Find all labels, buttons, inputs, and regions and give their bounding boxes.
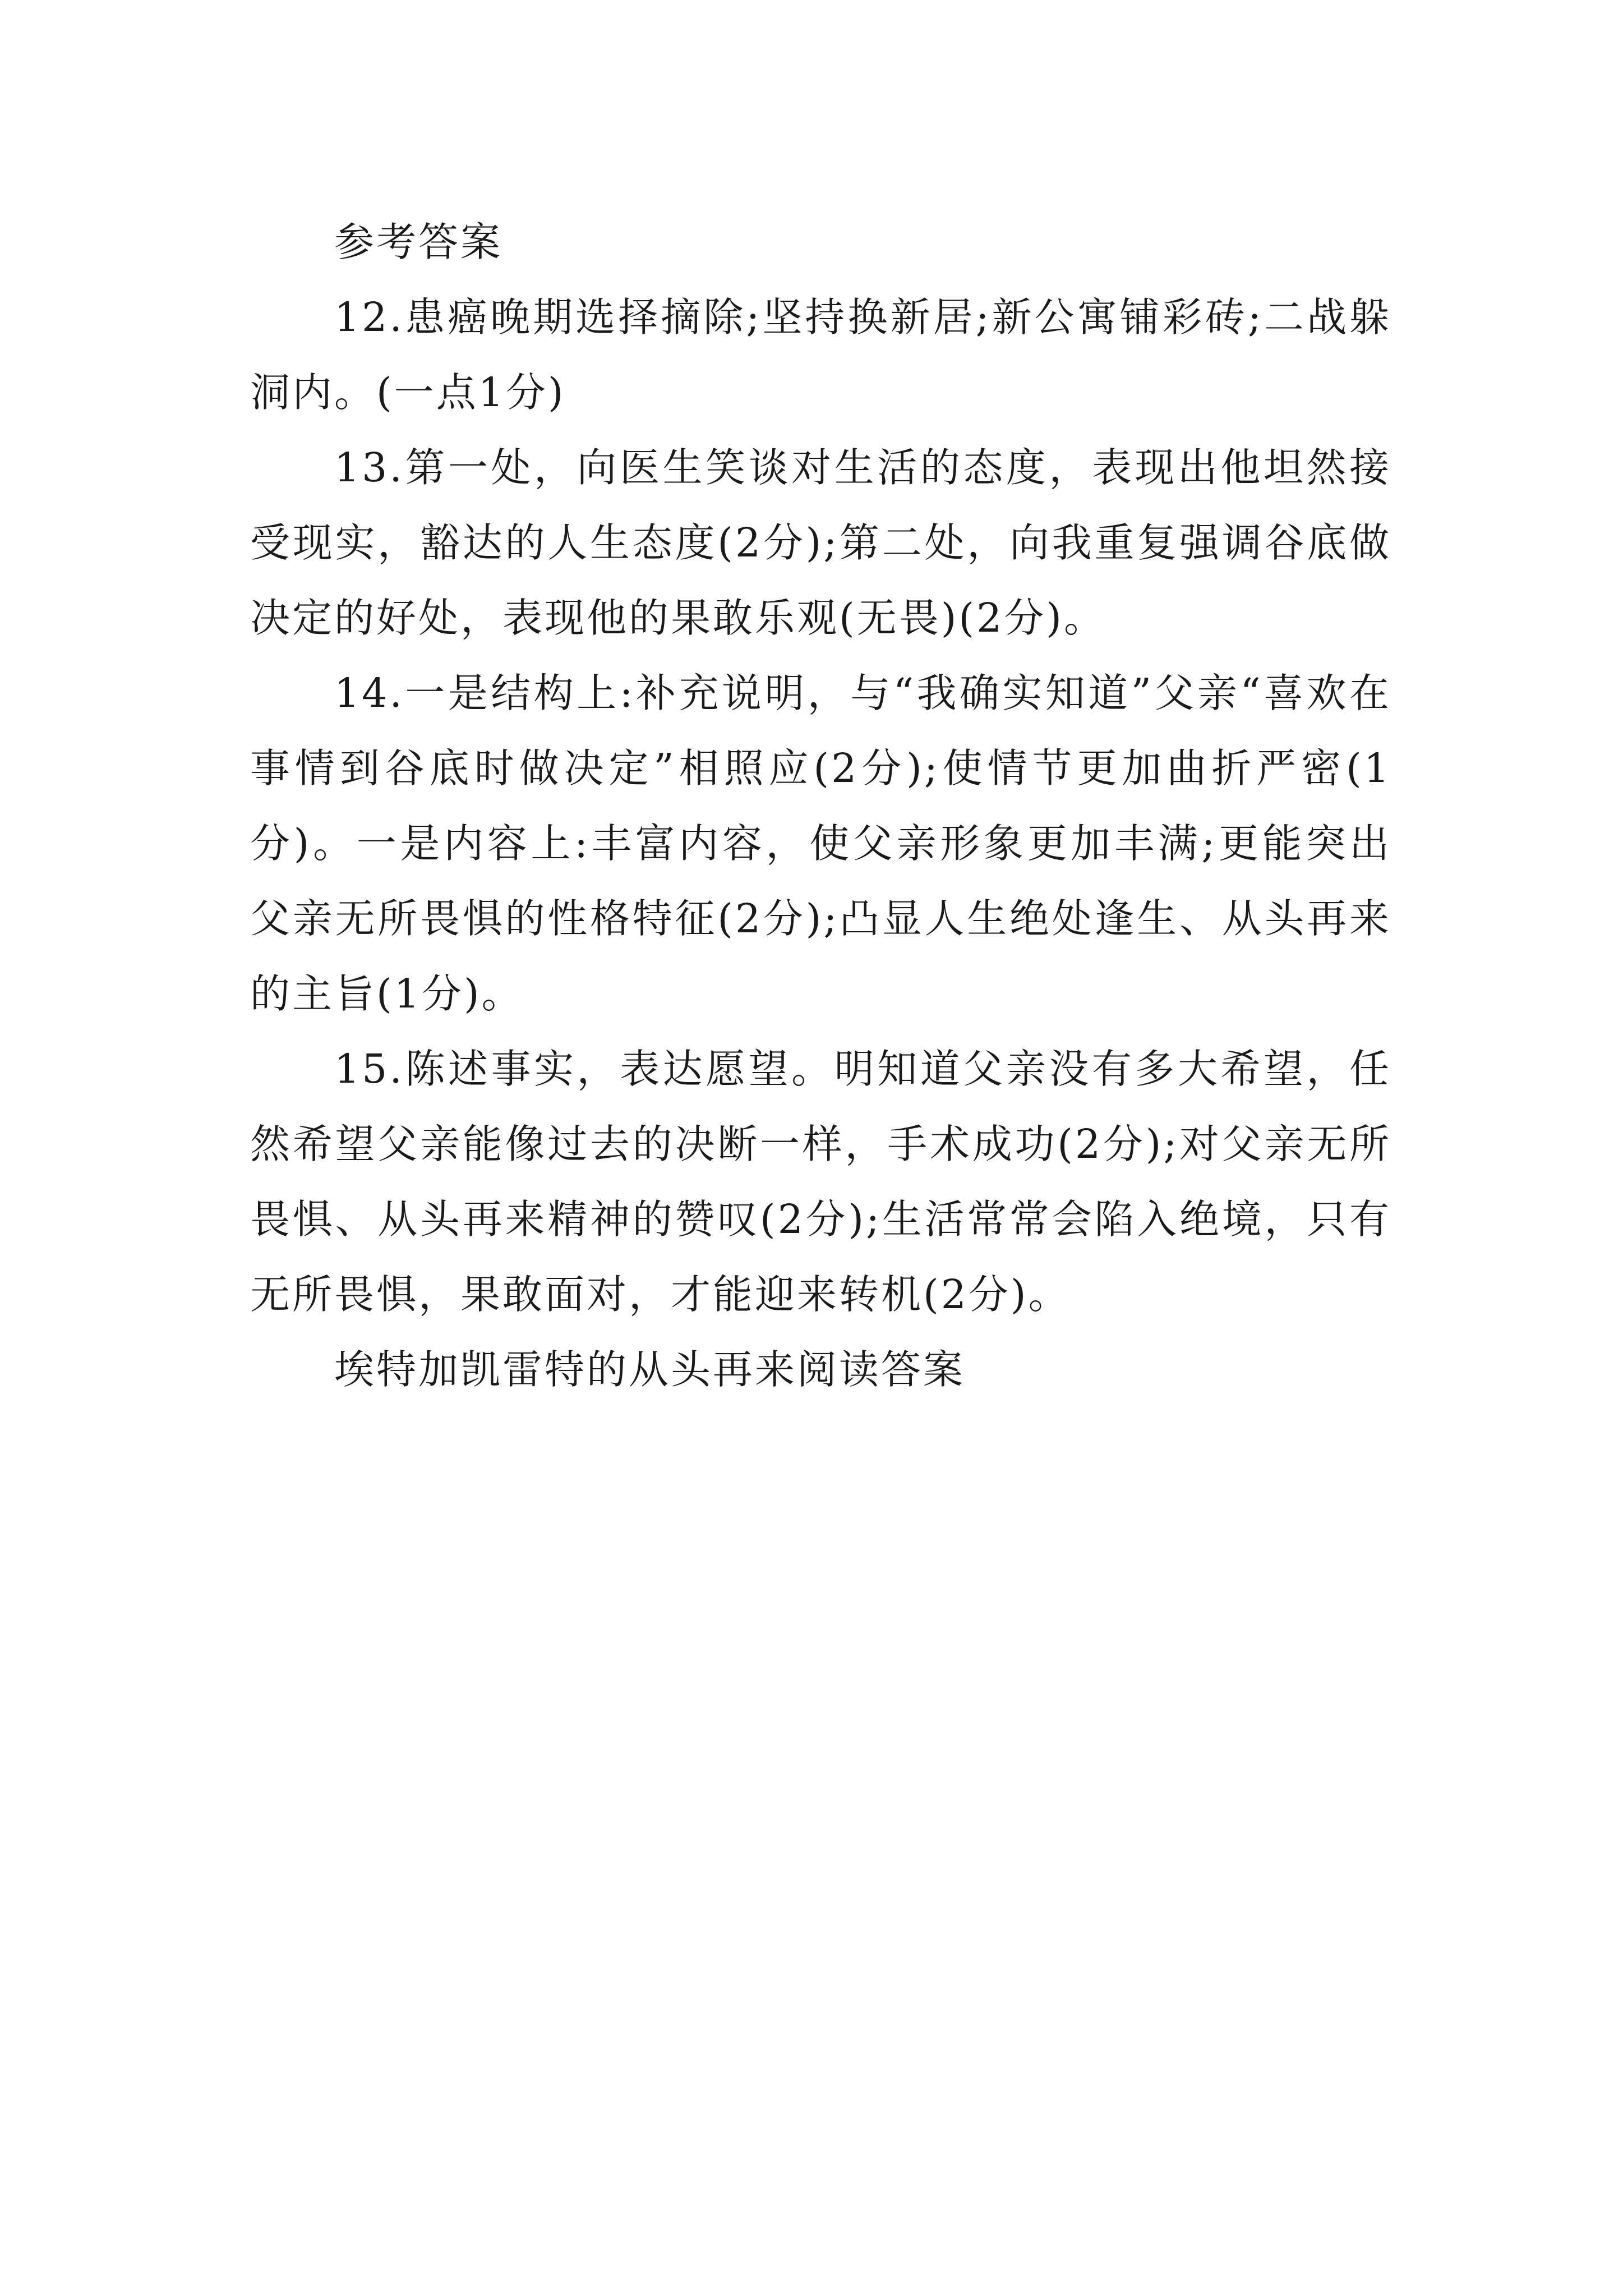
answer-heading: 参考答案 bbox=[334, 219, 503, 265]
answer-12: 12.患癌晚期选择摘除;坚持换新居;新公寓铺彩砖;二战躲洞内。(一点1分) bbox=[250, 294, 1391, 416]
document-body bbox=[250, 205, 1391, 1407]
answer-15: 15.陈述事实，表达愿望。明知道父亲没有多大希望，任然希望父亲能像过去的决断一样，手术成功(2分);对父亲无所畏惧、从头再来精神的赞叹(2分);生活常常会陷入绝境，只有无所畏惧，果敢面对，才能迎来转机(2分)。 bbox=[250, 1046, 1391, 1318]
answer-14: 14.一是结构上:补充说明，与“我确实知道”父亲“喜欢在事情到谷底时做决定”相照应(2分);使情节更加曲折严密(1分)。一是内容上:丰富内容，使父亲形象更加丰满;更能突出父亲无所畏惧的性格特征(2分);凸显人生绝处逢生、从头再来的主旨(1分)。 bbox=[250, 670, 1391, 1017]
document-footer-title: 埃特加凯雷特的从头再来阅读答案 bbox=[334, 1346, 966, 1393]
answer-13: 13.第一处，向医生笑谈对生活的态度，表现出他坦然接受现实，豁达的人生态度(2分);第二处，向我重复强调谷底做决定的好处，表现他的果敢乐观(无畏)(2分)。 bbox=[250, 444, 1391, 641]
